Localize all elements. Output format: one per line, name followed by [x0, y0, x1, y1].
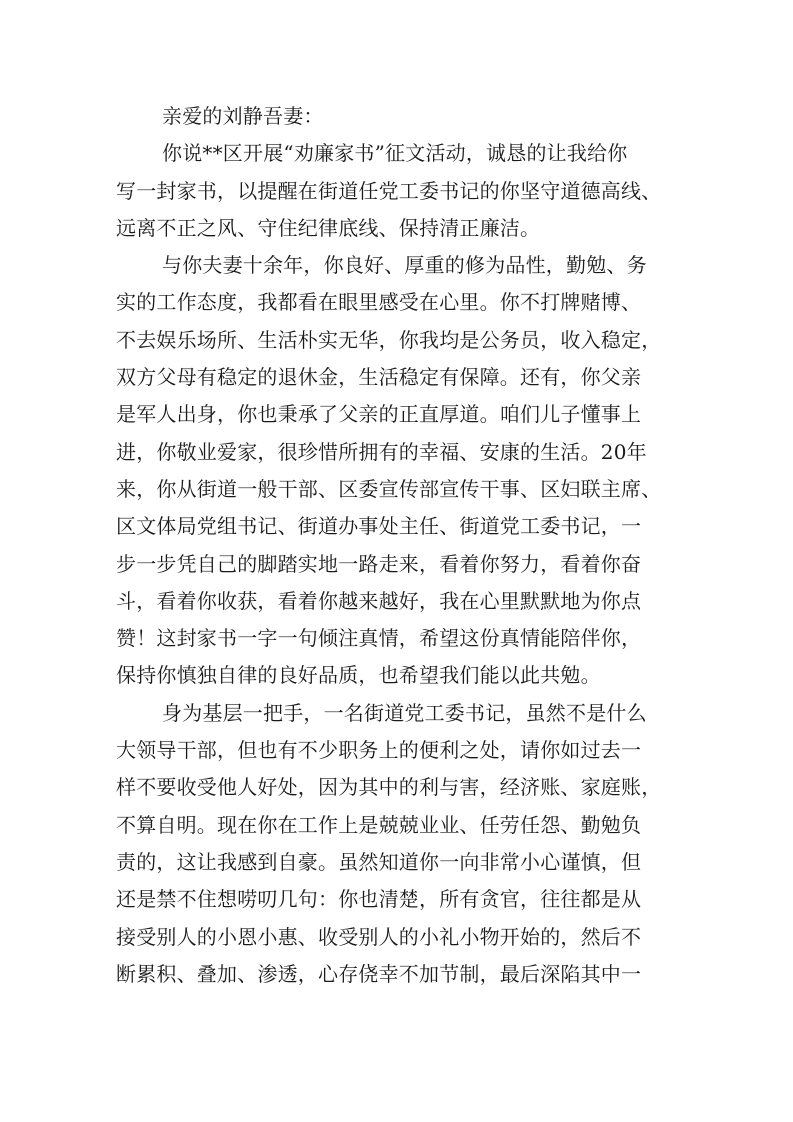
text-line: 进，你敬业爱家，很珍惜所拥有的幸福、安康的生活。20年	[116, 439, 647, 464]
text-line: 不去娱乐场所、生活朴实无华，你我均是公务员，收入稳定，	[116, 327, 662, 352]
text-line: 还是禁不住想唠叨几句：你也清楚，所有贪官，往往都是从	[116, 887, 642, 912]
text-line: 步一步凭自己的脚踏实地一路走来，看着你努力，看着你奋	[116, 551, 642, 576]
text-line: 斗，看着你收获，看着你越来越好，我在心里默默地为你点	[116, 588, 642, 613]
text-line: 大领导干部，但也有不少职务上的便利之处，请你如过去一	[116, 738, 642, 763]
text-line: 赞！这封家书一字一句倾注真情，希望这份真情能陪伴你，	[116, 626, 642, 651]
text-line: 样不要收受他人好处，因为其中的利与害，经济账、家庭账，	[116, 775, 662, 800]
text-line: 断累积、叠加、渗透，心存侥幸不加节制，最后深陷其中一	[116, 961, 642, 986]
text-line: 区文体局党组书记、街道办事处主任、街道党工委书记，一	[116, 514, 642, 539]
text-line: 来，你从街道一般干部、区委宣传部宣传干事、区妇联主席、	[116, 476, 662, 501]
text-line: 与你夫妻十余年，你良好、厚重的修为品性，勤勉、务	[162, 253, 647, 278]
text-line: 保持你慎独自律的良好品质，也希望我们能以此共勉。	[116, 663, 601, 688]
text-line: 责的，这让我感到自豪。虽然知道你一向非常小心谨慎，但	[116, 849, 642, 874]
text-line: 接受别人的小恩小惠、收受别人的小礼小物开始的，然后不	[116, 924, 642, 949]
text-line: 双方父母有稳定的退休金，生活稳定有保障。还有，你父亲	[116, 365, 642, 390]
text-line: 你说**区开展“劝廉家书”征文活动，诚恳的让我给你	[162, 141, 628, 166]
text-line: 是军人出身，你也秉承了父亲的正直厚道。咱们儿子懂事上	[116, 402, 642, 427]
text-line: 不算自明。现在你在工作上是兢兢业业、任劳任怨、勤勉负	[116, 812, 642, 837]
text-line: 写一封家书，以提醒在街道任党工委书记的你坚守道德高线、	[116, 178, 662, 203]
salutation: 亲爱的刘静吾妻：	[162, 104, 324, 128]
letter-body	[116, 98, 696, 993]
text-line: 实的工作态度，我都看在眼里感受在心里。你不打牌赌博、	[116, 290, 642, 315]
text-line: 身为基层一把手，一名街道党工委书记，虽然不是什么	[162, 700, 647, 725]
text-line: 远离不正之风、守住纪律底线、保持清正廉洁。	[116, 215, 541, 240]
